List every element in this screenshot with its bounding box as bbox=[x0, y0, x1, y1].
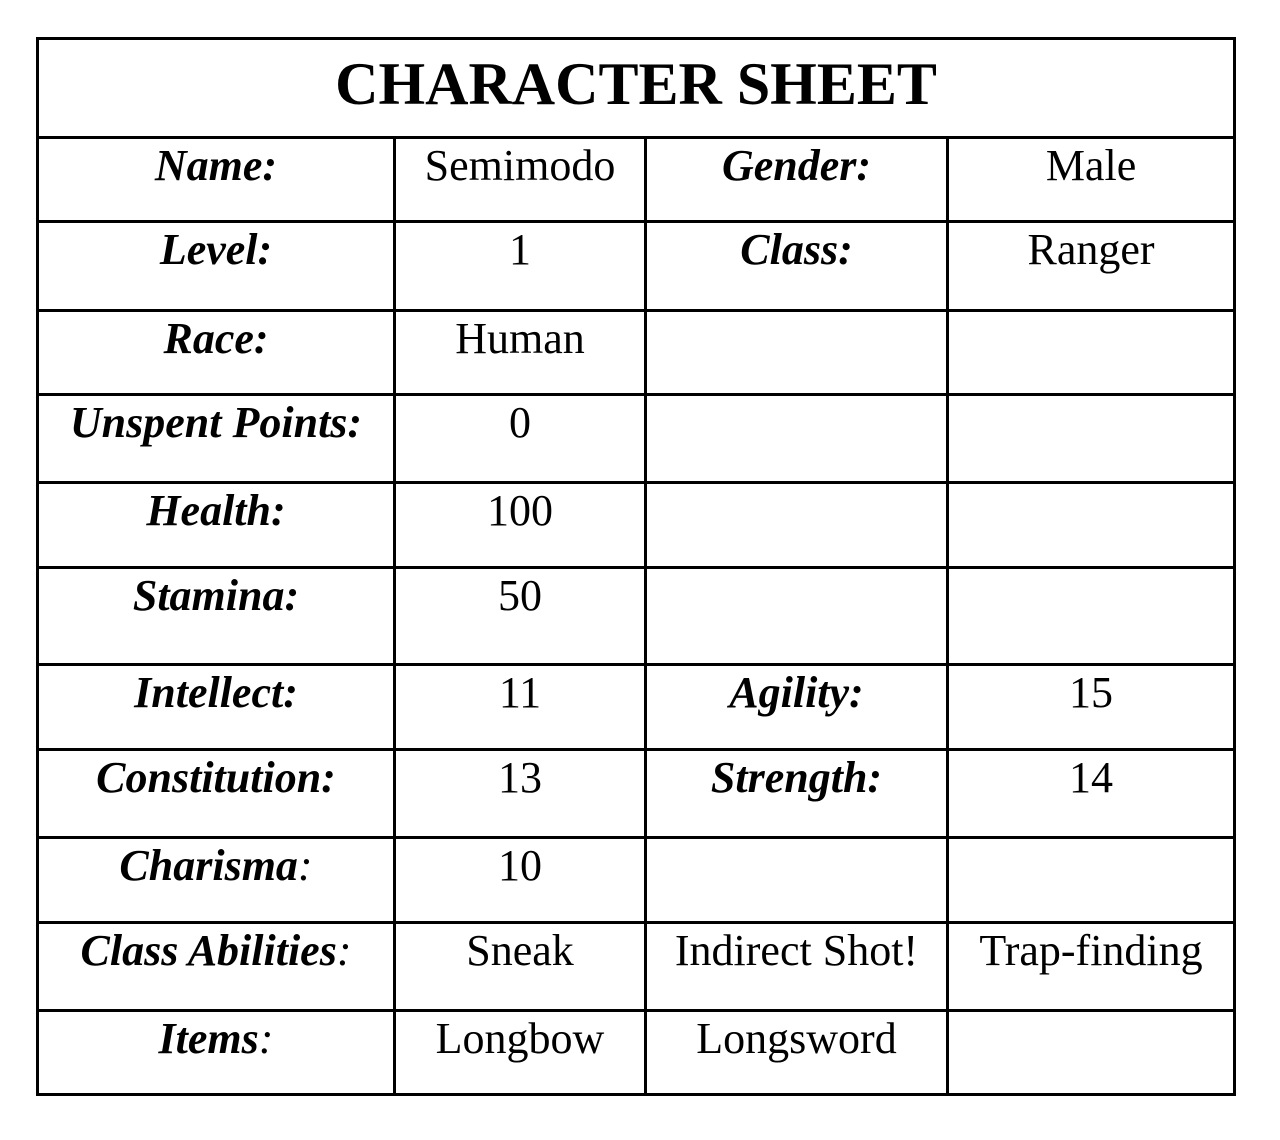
sheet-row bbox=[38, 138, 1235, 222]
field-value: 0 bbox=[395, 395, 646, 483]
row-label bbox=[38, 311, 395, 395]
field-value: 13 bbox=[395, 750, 646, 838]
row-label bbox=[38, 665, 395, 750]
row-label-text: Constitution: bbox=[96, 753, 336, 802]
row-label bbox=[38, 923, 395, 1011]
sheet-row bbox=[38, 222, 1235, 311]
row-label bbox=[38, 395, 395, 483]
field-label: Strength: bbox=[646, 750, 948, 838]
empty-cell bbox=[948, 311, 1235, 395]
row-label bbox=[38, 483, 395, 568]
label-colon: : bbox=[297, 841, 313, 890]
row-label-text: Name: bbox=[154, 141, 278, 190]
field-value: Male bbox=[948, 138, 1235, 222]
row-label bbox=[38, 222, 395, 311]
row-label bbox=[38, 1011, 395, 1095]
empty-cell bbox=[646, 838, 948, 923]
field-label: Class: bbox=[646, 222, 948, 311]
row-label-text: Health: bbox=[146, 486, 286, 535]
field-value: 1 bbox=[395, 222, 646, 311]
field-value: Longbow bbox=[395, 1011, 646, 1095]
field-value: Human bbox=[395, 311, 646, 395]
label-colon: : bbox=[258, 1014, 274, 1063]
row-label-text: Class Abilities bbox=[80, 926, 337, 975]
field-label: Gender: bbox=[646, 138, 948, 222]
field-label: Agility: bbox=[646, 665, 948, 750]
row-label bbox=[38, 138, 395, 222]
field-value: 10 bbox=[395, 838, 646, 923]
row-label-text: Stamina: bbox=[132, 571, 300, 620]
empty-cell bbox=[646, 568, 948, 665]
field-value: Sneak bbox=[395, 923, 646, 1011]
empty-cell bbox=[646, 395, 948, 483]
sheet-row bbox=[38, 923, 1235, 1011]
row-label-text: Items bbox=[158, 1014, 259, 1063]
empty-cell bbox=[646, 311, 948, 395]
title-row bbox=[38, 39, 1235, 138]
row-label bbox=[38, 568, 395, 665]
row-label bbox=[38, 838, 395, 923]
field-value: Semimodo bbox=[395, 138, 646, 222]
empty-cell bbox=[948, 568, 1235, 665]
empty-cell bbox=[948, 395, 1235, 483]
field-value: Indirect Shot! bbox=[646, 923, 948, 1011]
sheet-row bbox=[38, 395, 1235, 483]
sheet-row bbox=[38, 1011, 1235, 1095]
field-value: Ranger bbox=[948, 222, 1235, 311]
sheet-row bbox=[38, 665, 1235, 750]
sheet-row bbox=[38, 568, 1235, 665]
row-label-text: Charisma bbox=[119, 841, 298, 890]
label-colon: : bbox=[336, 926, 352, 975]
field-value: 11 bbox=[395, 665, 646, 750]
field-value: 100 bbox=[395, 483, 646, 568]
field-value: Trap-finding bbox=[948, 923, 1235, 1011]
sheet-row bbox=[38, 311, 1235, 395]
empty-cell bbox=[948, 838, 1235, 923]
row-label-text: Unspent Points: bbox=[69, 398, 363, 447]
empty-cell bbox=[948, 1011, 1235, 1095]
sheet-row bbox=[38, 838, 1235, 923]
field-value: 50 bbox=[395, 568, 646, 665]
field-value: 14 bbox=[948, 750, 1235, 838]
sheet-row bbox=[38, 750, 1235, 838]
empty-cell bbox=[646, 483, 948, 568]
row-label bbox=[38, 750, 395, 838]
empty-cell bbox=[948, 483, 1235, 568]
row-label-text: Race: bbox=[163, 314, 269, 363]
field-value: 15 bbox=[948, 665, 1235, 750]
sheet-title: CHARACTER SHEET bbox=[38, 39, 1235, 138]
row-label-text: Intellect: bbox=[134, 668, 298, 717]
field-value: Longsword bbox=[646, 1011, 948, 1095]
character-sheet-table bbox=[36, 37, 1236, 1096]
row-label-text: Level: bbox=[159, 225, 273, 274]
sheet-row bbox=[38, 483, 1235, 568]
